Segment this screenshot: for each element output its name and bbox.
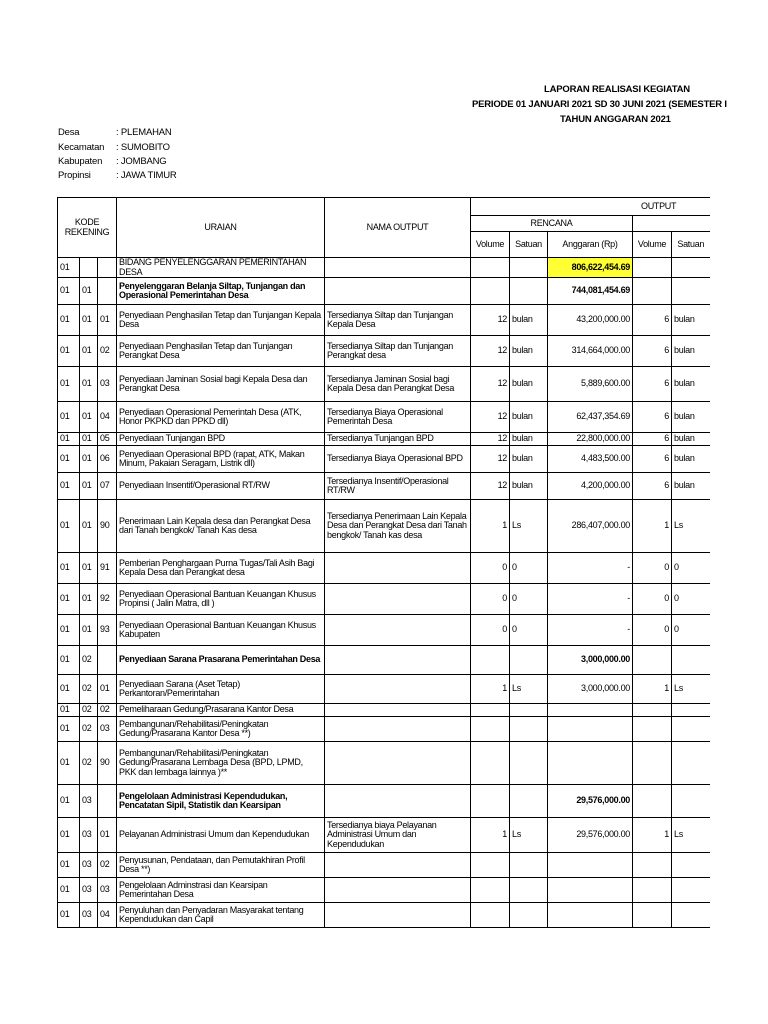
- uraian-cell: Pembangunan/Rehabilitasi/Peningkatan Gedung/Prasarana Lembaga Desa (BPD, LPMD, PKK dan lembaga lainnya )**: [117, 742, 325, 785]
- header-nama-output: NAMA OUTPUT: [325, 198, 471, 258]
- kode-2: 01: [80, 615, 98, 646]
- kode-2: 03: [80, 785, 98, 818]
- kode-1: 01: [58, 785, 80, 818]
- satuan-cell: bulan: [510, 473, 548, 500]
- anggaran-cell: [548, 704, 633, 717]
- satuan-cell: [510, 258, 548, 278]
- satuan-realisasi-cell: bulan: [672, 336, 710, 367]
- table-row: [58, 853, 710, 878]
- kode-1: 01: [58, 646, 80, 675]
- kode-1: 01: [58, 704, 80, 717]
- kode-3: 92: [98, 584, 117, 615]
- volume-cell: [471, 853, 510, 878]
- uraian-cell: Penyediaan Tunjangan BPD: [117, 433, 325, 446]
- volume-cell: 0: [471, 584, 510, 615]
- nama-output-cell: Tersedianya Jaminan Sosial bagi Kepala Desa dan Perangkat Desa: [325, 367, 471, 402]
- satuan-realisasi-cell: [672, 258, 710, 278]
- kode-2: 02: [80, 742, 98, 785]
- nama-output-cell: [325, 853, 471, 878]
- header-output: OUTPUT: [471, 198, 710, 216]
- header-uraian: URAIAN: [117, 198, 325, 258]
- info-value-propinsi: : JAWA TIMUR: [116, 170, 177, 181]
- header-kode-rekening: KODE REKENING: [58, 198, 117, 258]
- anggaran-cell: 3,000,000.00: [548, 675, 633, 704]
- nama-output-cell: [325, 903, 471, 928]
- satuan-cell: bulan: [510, 402, 548, 433]
- volume-cell: 12: [471, 433, 510, 446]
- satuan-realisasi-cell: [672, 785, 710, 818]
- satuan-cell: 0: [510, 615, 548, 646]
- kode-1: 01: [58, 853, 80, 878]
- satuan-cell: [510, 853, 548, 878]
- volume-realisasi-cell: 0: [633, 584, 672, 615]
- kode-1: 01: [58, 433, 80, 446]
- uraian-cell: Pengelolaan Adminstrasi dan Kearsipan Pemerintahan Desa: [117, 878, 325, 903]
- nama-output-cell: [325, 615, 471, 646]
- kode-2: 01: [80, 500, 98, 553]
- report-title: LAPORAN REALISASI KEGIATAN: [544, 84, 690, 95]
- anggaran-cell: 3,000,000.00: [548, 646, 633, 675]
- satuan-realisasi-cell: bulan: [672, 446, 710, 473]
- uraian-cell: Pemeliharaan Gedung/Prasarana Kantor Desa: [117, 704, 325, 717]
- volume-realisasi-cell: [633, 853, 672, 878]
- volume-cell: [471, 278, 510, 305]
- volume-cell: [471, 646, 510, 675]
- volume-realisasi-cell: [633, 878, 672, 903]
- kode-1: 01: [58, 446, 80, 473]
- volume-cell: 1: [471, 500, 510, 553]
- satuan-realisasi-cell: [672, 903, 710, 928]
- anggaran-cell: 286,407,000.00: [548, 500, 633, 553]
- volume-cell: [471, 878, 510, 903]
- table-row: [58, 615, 710, 646]
- satuan-cell: bulan: [510, 433, 548, 446]
- kode-2: 02: [80, 717, 98, 742]
- kode-1: 01: [58, 336, 80, 367]
- table-row: [58, 704, 710, 717]
- satuan-cell: [510, 278, 548, 305]
- satuan-realisasi-cell: [672, 742, 710, 785]
- anggaran-cell: 744,081,454.69: [548, 278, 633, 305]
- uraian-cell: Penyusunan, Pendataan, dan Pemutakhiran Profil Desa **): [117, 853, 325, 878]
- kode-2: 03: [80, 903, 98, 928]
- kode-1: 01: [58, 742, 80, 785]
- satuan-cell: [510, 717, 548, 742]
- kode-2: 01: [80, 305, 98, 336]
- kode-2: 03: [80, 818, 98, 853]
- volume-realisasi-cell: 6: [633, 446, 672, 473]
- kode-3: 04: [98, 903, 117, 928]
- satuan-cell: [510, 878, 548, 903]
- kode-2: 01: [80, 402, 98, 433]
- kode-2: 02: [80, 646, 98, 675]
- satuan-realisasi-cell: Ls: [672, 500, 710, 553]
- table-row: [58, 473, 710, 500]
- info-label-kecamatan: Kecamatan: [58, 142, 105, 153]
- volume-cell: [471, 903, 510, 928]
- nama-output-cell: [325, 675, 471, 704]
- kode-3: [98, 278, 117, 305]
- uraian-cell: Penyelenggaran Belanja Siltap, Tunjangan dan Operasional Pemerintahan Desa: [117, 278, 325, 305]
- kode-1: 01: [58, 305, 80, 336]
- satuan-cell: 0: [510, 553, 548, 584]
- satuan-cell: bulan: [510, 446, 548, 473]
- volume-realisasi-cell: 0: [633, 553, 672, 584]
- table-row: [58, 675, 710, 704]
- volume-cell: 12: [471, 305, 510, 336]
- satuan-realisasi-cell: [672, 646, 710, 675]
- table-row: [58, 646, 710, 675]
- anggaran-cell: 43,200,000.00: [548, 305, 633, 336]
- satuan-realisasi-cell: bulan: [672, 305, 710, 336]
- satuan-cell: [510, 742, 548, 785]
- satuan-realisasi-cell: [672, 878, 710, 903]
- satuan-realisasi-cell: 0: [672, 615, 710, 646]
- volume-cell: 0: [471, 615, 510, 646]
- uraian-cell: Pemberian Penghargaan Purna Tugas/Tali Asih Bagi Kepala Desa dan Perangkat desa: [117, 553, 325, 584]
- satuan-realisasi-cell: Ls: [672, 818, 710, 853]
- anggaran-cell: [548, 742, 633, 785]
- nama-output-cell: Tersedianya Insentif/Operasional RT/RW: [325, 473, 471, 500]
- kode-3: [98, 785, 117, 818]
- volume-cell: [471, 717, 510, 742]
- kode-3: 02: [98, 853, 117, 878]
- kode-3: 01: [98, 818, 117, 853]
- volume-realisasi-cell: 6: [633, 367, 672, 402]
- satuan-realisasi-cell: bulan: [672, 367, 710, 402]
- uraian-cell: BIDANG PENYELENGGARAN PEMERINTAHAN DESA: [117, 258, 325, 278]
- anggaran-cell: 4,483,500.00: [548, 446, 633, 473]
- header-volume-2: Volume: [633, 232, 672, 258]
- uraian-cell: Pelayanan Administrasi Umum dan Kependudukan: [117, 818, 325, 853]
- table-row: [58, 584, 710, 615]
- kode-2: 01: [80, 367, 98, 402]
- satuan-realisasi-cell: bulan: [672, 473, 710, 500]
- volume-cell: [471, 742, 510, 785]
- uraian-cell: Penyediaan Operasional BPD (rapat, ATK, Makan Minum, Pakaian Seragam, Listrik dll): [117, 446, 325, 473]
- info-label-kabupaten: Kabupaten: [58, 156, 103, 167]
- table-row: [58, 278, 710, 305]
- nama-output-cell: [325, 278, 471, 305]
- nama-output-cell: [325, 704, 471, 717]
- kode-3: 93: [98, 615, 117, 646]
- volume-realisasi-cell: 6: [633, 305, 672, 336]
- kode-2: 02: [80, 704, 98, 717]
- kode-3: 02: [98, 336, 117, 367]
- uraian-cell: Penyediaan Jaminan Sosial bagi Kepala Desa dan Perangkat Desa: [117, 367, 325, 402]
- volume-realisasi-cell: 6: [633, 473, 672, 500]
- kode-3: 02: [98, 704, 117, 717]
- kode-2: 01: [80, 336, 98, 367]
- satuan-cell: [510, 785, 548, 818]
- report-year: TAHUN ANGGARAN 2021: [560, 114, 671, 125]
- satuan-cell: bulan: [510, 305, 548, 336]
- kode-3: 03: [98, 367, 117, 402]
- nama-output-cell: [325, 878, 471, 903]
- nama-output-cell: Tersedianya Biaya Operasional BPD: [325, 446, 471, 473]
- kode-1: 01: [58, 367, 80, 402]
- nama-output-cell: Tersedianya Siltap dan Tunjangan Kepala Desa: [325, 305, 471, 336]
- volume-cell: 12: [471, 473, 510, 500]
- nama-output-cell: [325, 584, 471, 615]
- kode-2: [80, 258, 98, 278]
- volume-cell: 12: [471, 446, 510, 473]
- kode-3: 03: [98, 878, 117, 903]
- uraian-cell: Pembangunan/Rehabilitasi/Peningkatan Gedung/Prasarana Kantor Desa **): [117, 717, 325, 742]
- anggaran-cell: 29,576,000.00: [548, 818, 633, 853]
- kode-1: 01: [58, 584, 80, 615]
- kode-3: 90: [98, 500, 117, 553]
- info-label-propinsi: Propinsi: [58, 170, 91, 181]
- volume-realisasi-cell: [633, 717, 672, 742]
- kode-2: 01: [80, 433, 98, 446]
- satuan-realisasi-cell: 0: [672, 553, 710, 584]
- nama-output-cell: Tersedianya Tunjangan BPD: [325, 433, 471, 446]
- kode-1: 01: [58, 878, 80, 903]
- kode-1: 01: [58, 278, 80, 305]
- kode-3: 04: [98, 402, 117, 433]
- kode-3: 01: [98, 305, 117, 336]
- uraian-cell: Penyediaan Operasional Bantuan Keuangan Khusus Kabupaten: [117, 615, 325, 646]
- kode-2: 01: [80, 473, 98, 500]
- info-label-desa: Desa: [58, 127, 80, 138]
- kode-3: 03: [98, 717, 117, 742]
- kode-2: 01: [80, 278, 98, 305]
- table-row: [58, 903, 710, 928]
- satuan-cell: Ls: [510, 500, 548, 553]
- uraian-cell: Penyediaan Insentif/Operasional RT/RW: [117, 473, 325, 500]
- anggaran-cell: -: [548, 553, 633, 584]
- volume-realisasi-cell: 6: [633, 336, 672, 367]
- volume-cell: 1: [471, 675, 510, 704]
- nama-output-cell: Tersedianya Siltap dan Tunjangan Perangkat desa: [325, 336, 471, 367]
- anggaran-cell: 314,664,000.00: [548, 336, 633, 367]
- satuan-cell: bulan: [510, 336, 548, 367]
- header-anggaran: Anggaran (Rp): [548, 232, 633, 258]
- volume-realisasi-cell: [633, 278, 672, 305]
- volume-realisasi-cell: [633, 742, 672, 785]
- kode-2: 01: [80, 446, 98, 473]
- info-value-kabupaten: : JOMBANG: [116, 156, 167, 167]
- nama-output-cell: [325, 785, 471, 818]
- nama-output-cell: [325, 742, 471, 785]
- volume-realisasi-cell: [633, 903, 672, 928]
- kode-3: [98, 646, 117, 675]
- uraian-cell: Penyuluhan dan Penyadaran Masyarakat tentang Kependudukan dan Capil: [117, 903, 325, 928]
- kode-1: 01: [58, 903, 80, 928]
- kode-1: 01: [58, 675, 80, 704]
- anggaran-cell: 4,200,000.00: [548, 473, 633, 500]
- volume-realisasi-cell: 6: [633, 433, 672, 446]
- satuan-realisasi-cell: [672, 704, 710, 717]
- anggaran-cell: -: [548, 584, 633, 615]
- uraian-cell: Penyediaan Penghasilan Tetap dan Tunjangan Perangkat Desa: [117, 336, 325, 367]
- volume-cell: 0: [471, 553, 510, 584]
- table-row: [58, 446, 710, 473]
- anggaran-cell: [548, 717, 633, 742]
- kode-2: 01: [80, 584, 98, 615]
- satuan-realisasi-cell: bulan: [672, 402, 710, 433]
- table-row: [58, 336, 710, 367]
- table-row: [58, 818, 710, 853]
- table-row: [58, 553, 710, 584]
- kode-1: 01: [58, 553, 80, 584]
- satuan-cell: 0: [510, 584, 548, 615]
- realisasi-table: [57, 197, 710, 928]
- kode-2: 02: [80, 675, 98, 704]
- kode-3: 06: [98, 446, 117, 473]
- uraian-cell: Penyediaan Sarana Prasarana Pemerintahan Desa: [117, 646, 325, 675]
- satuan-realisasi-cell: Ls: [672, 675, 710, 704]
- kode-3: 01: [98, 675, 117, 704]
- kode-1: 01: [58, 500, 80, 553]
- satuan-realisasi-cell: 0: [672, 584, 710, 615]
- satuan-realisasi-cell: bulan: [672, 433, 710, 446]
- uraian-cell: Penyediaan Penghasilan Tetap dan Tunjangan Kepala Desa: [117, 305, 325, 336]
- nama-output-cell: [325, 717, 471, 742]
- satuan-cell: [510, 903, 548, 928]
- table-row: [58, 305, 710, 336]
- anggaran-cell: 5,889,600.00: [548, 367, 633, 402]
- uraian-cell: Penyediaan Operasional Bantuan Keuangan Khusus Propinsi ( Jalin Matra, dll ): [117, 584, 325, 615]
- volume-realisasi-cell: [633, 258, 672, 278]
- info-value-desa: : PLEMAHAN: [116, 127, 172, 138]
- anggaran-cell: [548, 903, 633, 928]
- kode-2: 01: [80, 553, 98, 584]
- anggaran-cell: [548, 878, 633, 903]
- volume-realisasi-cell: 1: [633, 818, 672, 853]
- volume-realisasi-cell: 6: [633, 402, 672, 433]
- anggaran-cell: 22,800,000.00: [548, 433, 633, 446]
- satuan-realisasi-cell: [672, 853, 710, 878]
- nama-output-cell: Tersedianya Penerimaan Lain Kepala Desa dan Perangkat Desa dari Tanah bengkok/ Tanah kas desa: [325, 500, 471, 553]
- nama-output-cell: [325, 553, 471, 584]
- nama-output-cell: Tersedianya biaya Pelayanan Administrasi Umum dan Kependudukan: [325, 818, 471, 853]
- table-row: [58, 500, 710, 553]
- table-row: [58, 717, 710, 742]
- satuan-cell: Ls: [510, 675, 548, 704]
- kode-3: [98, 258, 117, 278]
- kode-1: 01: [58, 818, 80, 853]
- header-satuan-2: Satuan: [672, 232, 710, 258]
- anggaran-cell: 29,576,000.00: [548, 785, 633, 818]
- table-row: [58, 258, 710, 278]
- volume-realisasi-cell: 1: [633, 675, 672, 704]
- kode-3: 07: [98, 473, 117, 500]
- kode-3: 05: [98, 433, 117, 446]
- anggaran-cell: 62,437,354.69: [548, 402, 633, 433]
- volume-cell: [471, 704, 510, 717]
- table-row: [58, 433, 710, 446]
- kode-3: 91: [98, 553, 117, 584]
- volume-cell: 12: [471, 367, 510, 402]
- table-row: [58, 367, 710, 402]
- header-satuan: Satuan: [510, 232, 548, 258]
- kode-2: 03: [80, 853, 98, 878]
- kode-1: 01: [58, 258, 80, 278]
- table-row: [58, 742, 710, 785]
- volume-cell: 12: [471, 402, 510, 433]
- kode-1: 01: [58, 717, 80, 742]
- volume-cell: 12: [471, 336, 510, 367]
- nama-output-cell: [325, 646, 471, 675]
- volume-realisasi-cell: 1: [633, 500, 672, 553]
- volume-realisasi-cell: [633, 704, 672, 717]
- volume-realisasi-cell: [633, 646, 672, 675]
- uraian-cell: Penyediaan Sarana (Aset Tetap) Perkantoran/Pemerintahan: [117, 675, 325, 704]
- header-realisasi-blank: [633, 216, 710, 232]
- kode-1: 01: [58, 615, 80, 646]
- anggaran-cell: [548, 853, 633, 878]
- kode-3: 90: [98, 742, 117, 785]
- uraian-cell: Pengelolaan Administrasi Kependudukan, Pencatatan Sipil, Statistik dan Kearsipan: [117, 785, 325, 818]
- header-volume: Volume: [471, 232, 510, 258]
- anggaran-cell: -: [548, 615, 633, 646]
- kode-2: 03: [80, 878, 98, 903]
- table-row: [58, 785, 710, 818]
- nama-output-cell: Tersedianya Biaya Operasional Pemerintah Desa: [325, 402, 471, 433]
- nama-output-cell: [325, 258, 471, 278]
- table-row: [58, 402, 710, 433]
- kode-1: 01: [58, 473, 80, 500]
- satuan-cell: bulan: [510, 367, 548, 402]
- report-period: PERIODE 01 JANUARI 2021 SD 30 JUNI 2021 (SEMESTER I: [472, 99, 727, 110]
- satuan-cell: Ls: [510, 818, 548, 853]
- volume-cell: [471, 258, 510, 278]
- table-row: [58, 878, 710, 903]
- satuan-realisasi-cell: [672, 717, 710, 742]
- volume-realisasi-cell: 0: [633, 615, 672, 646]
- info-value-kecamatan: : SUMOBITO: [116, 142, 170, 153]
- satuan-cell: [510, 646, 548, 675]
- uraian-cell: Penerimaan Lain Kepala desa dan Perangkat Desa dari Tanah bengkok/ Tanah Kas desa: [117, 500, 325, 553]
- kode-1: 01: [58, 402, 80, 433]
- anggaran-cell: 806,622,454.69: [548, 258, 633, 278]
- volume-cell: 1: [471, 818, 510, 853]
- satuan-realisasi-cell: [672, 278, 710, 305]
- header-rencana: RENCANA: [471, 216, 633, 232]
- volume-realisasi-cell: [633, 785, 672, 818]
- uraian-cell: Penyediaan Operasional Pemerintah Desa (ATK, Honor PKPKD dan PPKD dll): [117, 402, 325, 433]
- satuan-cell: [510, 704, 548, 717]
- volume-cell: [471, 785, 510, 818]
